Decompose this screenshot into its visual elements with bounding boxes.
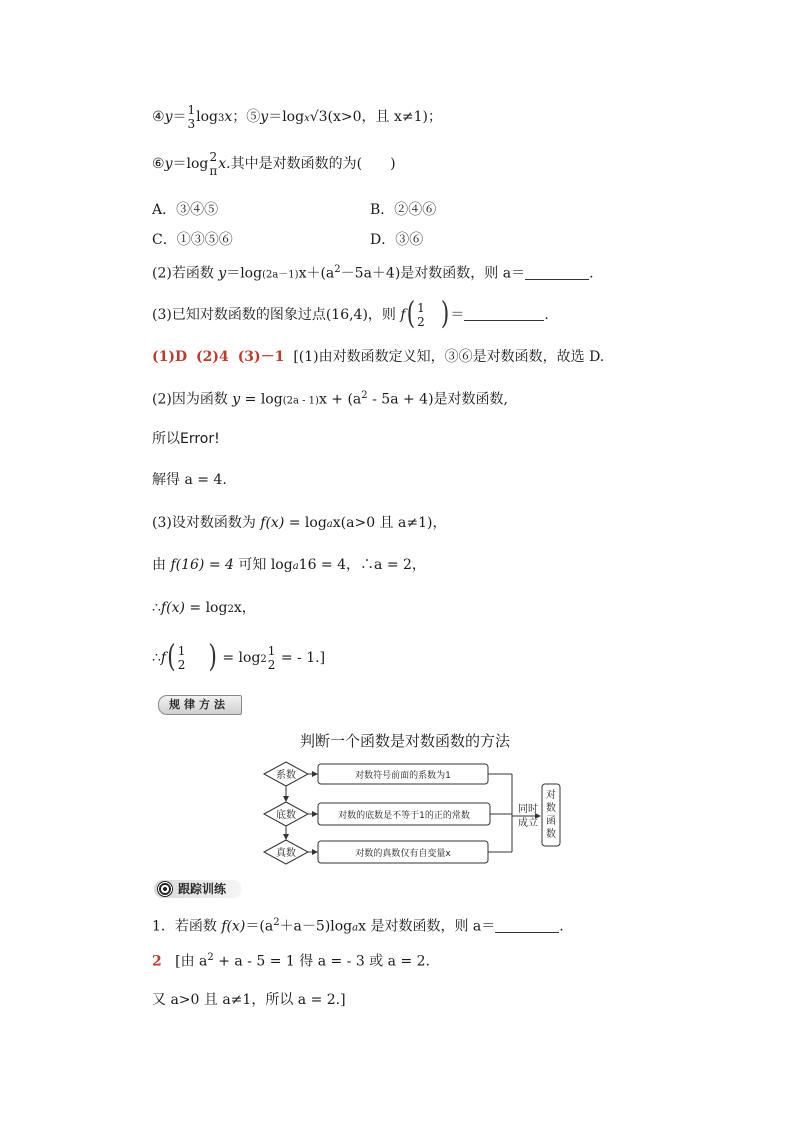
s4-log: 可知 log bbox=[233, 557, 293, 573]
solution-5 bbox=[152, 598, 256, 620]
frac-num: 1 bbox=[187, 103, 196, 117]
join-label-2: 成立 bbox=[518, 818, 538, 829]
var-y: y bbox=[218, 265, 227, 282]
answer-1-label: (1) bbox=[152, 349, 175, 365]
s2-log: = log bbox=[240, 391, 283, 408]
left-paren: ( bbox=[406, 296, 416, 332]
exponent: 2 bbox=[207, 952, 214, 963]
fraction-1-2 bbox=[417, 301, 425, 329]
var-f16: f(16) = 4 bbox=[170, 557, 234, 573]
var-f: f bbox=[160, 650, 167, 666]
frac-num: 2 bbox=[209, 150, 218, 164]
q3-text: (3)已知对数函数的图象过点(16,4)，则 bbox=[152, 307, 401, 323]
s2-text: x + (a bbox=[318, 391, 362, 408]
condition-text: 对数符号前面的系数为1 bbox=[355, 771, 451, 781]
diamond-label: 真数 bbox=[276, 848, 296, 859]
solution-jie: 解得 a = 4. bbox=[152, 472, 227, 488]
s2-text: (2)因为函数 bbox=[152, 391, 233, 408]
s4-text: 16 = 4，∴a = 2， bbox=[298, 557, 426, 573]
solution-1: [(1)由对数函数定义知，③⑥是对数函数，故选 D. bbox=[293, 349, 605, 365]
equals: ＝ bbox=[450, 307, 465, 323]
log-base: a bbox=[326, 519, 333, 530]
var-y: y bbox=[232, 391, 241, 408]
condition-box-2 bbox=[318, 803, 490, 825]
frac-den: 2 bbox=[267, 658, 276, 672]
training-answer-value: 2 bbox=[152, 953, 162, 970]
t1-text: 1．若函数 bbox=[152, 918, 222, 935]
diamond-label: 系数 bbox=[276, 770, 296, 781]
left-paren: ( bbox=[167, 639, 176, 675]
equals: ＝ bbox=[172, 109, 187, 125]
fraction-1-2 bbox=[268, 644, 276, 672]
solution-error: 所以Error! bbox=[152, 431, 220, 447]
answer-blank bbox=[525, 265, 589, 280]
option-b: B．②④⑥ bbox=[370, 202, 437, 218]
fraction-1-2 bbox=[178, 644, 186, 672]
training-question-1 bbox=[152, 913, 564, 939]
answer-blank bbox=[495, 918, 559, 933]
answer-blank bbox=[464, 306, 544, 321]
therefore: ∴ bbox=[152, 650, 161, 666]
var-y: y bbox=[164, 156, 173, 172]
condition-text: 对数的真数仅有自变量x bbox=[355, 849, 451, 859]
var-y: y bbox=[260, 109, 269, 125]
option-c: C．①③⑤⑥ bbox=[152, 232, 233, 248]
diamond-base bbox=[264, 802, 308, 826]
diamond-label: 底数 bbox=[276, 810, 296, 821]
var-f: f bbox=[400, 307, 406, 323]
frac-num: 1 bbox=[417, 301, 425, 315]
solution-6 bbox=[152, 639, 326, 675]
diagram-title: 判断一个函数是对数函数的方法 bbox=[300, 732, 511, 750]
period: . bbox=[589, 265, 594, 282]
result-text: 对数函数 bbox=[546, 790, 556, 840]
frac-den: 2 bbox=[177, 658, 186, 672]
exponent: 2 bbox=[361, 390, 368, 401]
option-line-4-5 bbox=[152, 103, 442, 131]
var-y: y bbox=[164, 109, 173, 125]
period: . bbox=[559, 918, 564, 935]
question-3 bbox=[152, 296, 549, 332]
exponent: 2 bbox=[273, 917, 280, 928]
separator-item-5: ；⑤ bbox=[232, 109, 261, 125]
answer-2: (2)4 bbox=[196, 349, 229, 365]
log: log bbox=[196, 109, 218, 125]
var-x: x bbox=[224, 109, 233, 125]
q2-text: －5a＋4)是对数函数，则 a＝ bbox=[340, 265, 526, 282]
var-x: x bbox=[218, 156, 227, 172]
frac-den: 2 bbox=[417, 315, 425, 329]
q2-text: (2)若函数 bbox=[152, 265, 219, 282]
result-box bbox=[542, 784, 560, 846]
s6-text: = - 1.] bbox=[276, 650, 326, 666]
condition: (x>0，且 x≠1)； bbox=[327, 109, 442, 125]
question-text: .其中是对数函数的为( ) bbox=[226, 156, 396, 172]
right-paren: ) bbox=[426, 296, 450, 332]
fraction-2-pi bbox=[209, 150, 217, 178]
option-d: D．③⑥ bbox=[370, 232, 424, 248]
frac-den: 3 bbox=[187, 117, 196, 131]
log-base: 2 bbox=[260, 654, 267, 665]
frac-num: 1 bbox=[177, 644, 186, 658]
s5-text: x， bbox=[233, 600, 256, 616]
log-base: a bbox=[292, 561, 299, 572]
question-2 bbox=[152, 260, 594, 286]
q2-text: x＋(a bbox=[298, 265, 335, 282]
flow-diagram bbox=[258, 756, 578, 868]
s6-log: = log bbox=[217, 650, 261, 666]
t2-text: [由 a bbox=[175, 953, 208, 970]
log-base: (2a - 1) bbox=[282, 395, 319, 407]
frac-num: 1 bbox=[267, 644, 276, 658]
join-label-1: 同时 bbox=[518, 804, 538, 815]
training-badge bbox=[154, 880, 242, 898]
s5-log: = log bbox=[184, 600, 228, 616]
therefore: ∴ bbox=[152, 600, 161, 616]
log-base: 3 bbox=[218, 113, 225, 124]
exponent: 2 bbox=[334, 264, 341, 275]
method-badge: 规律方法 bbox=[158, 695, 242, 715]
log-base: (2a－1) bbox=[262, 269, 299, 281]
condition-box-3 bbox=[318, 841, 488, 863]
equals-log: ＝log bbox=[172, 156, 209, 172]
condition-box-1 bbox=[318, 764, 488, 784]
diamond-argument bbox=[264, 840, 308, 864]
right-paren: ) bbox=[187, 639, 217, 675]
solution-3 bbox=[152, 513, 446, 535]
log-base: 2 bbox=[227, 604, 234, 615]
frac-den: π bbox=[209, 164, 218, 178]
var-fx: f(x) bbox=[160, 600, 185, 616]
solution-4 bbox=[152, 555, 426, 577]
s3-text: (3)设对数函数为 bbox=[152, 515, 261, 531]
equals-log: ＝log bbox=[268, 109, 305, 125]
fraction-1-3 bbox=[187, 103, 195, 131]
training-answer bbox=[152, 948, 430, 972]
q2-log: ＝log bbox=[226, 265, 263, 282]
period: . bbox=[544, 307, 549, 323]
s4-text: 由 bbox=[152, 557, 171, 573]
t1-text: x 是对数函数，则 a＝ bbox=[358, 918, 496, 935]
sqrt-3: √3 bbox=[309, 109, 328, 125]
training-label: 跟踪训练 bbox=[178, 882, 227, 896]
target-icon bbox=[157, 881, 173, 897]
log-base: a bbox=[352, 922, 359, 934]
t2-text: + a - 5 = 1 得 a = - 3 或 a = 2. bbox=[213, 953, 431, 970]
s3-text: x(a>0 且 a≠1)， bbox=[332, 515, 447, 531]
t1-text: ＝(a bbox=[245, 918, 274, 935]
condition-text: 对数的底数是不等于1的正的常数 bbox=[338, 811, 470, 821]
var-fx: f(x) bbox=[221, 918, 246, 935]
option-a: A．③④⑤ bbox=[152, 202, 219, 218]
item-4: ④ bbox=[152, 109, 165, 125]
item-6: ⑥ bbox=[152, 156, 165, 172]
var-fx: f(x) bbox=[260, 515, 285, 531]
solution-2 bbox=[152, 386, 508, 412]
log-base: x bbox=[304, 113, 310, 124]
t1-log: ＋a－5)log bbox=[279, 918, 353, 935]
s2-text: - 5a + 4)是对数函数, bbox=[367, 391, 508, 408]
answer-1-value: D bbox=[175, 349, 188, 365]
option-line-6 bbox=[152, 150, 396, 178]
answer-line bbox=[152, 347, 604, 367]
training-solution: 又 a>0 且 a≠1，所以 a = 2.] bbox=[152, 992, 346, 1008]
s3-log: = log bbox=[284, 515, 327, 531]
diamond-coefficient bbox=[264, 762, 308, 786]
answer-3: (3)－1 bbox=[237, 349, 285, 365]
